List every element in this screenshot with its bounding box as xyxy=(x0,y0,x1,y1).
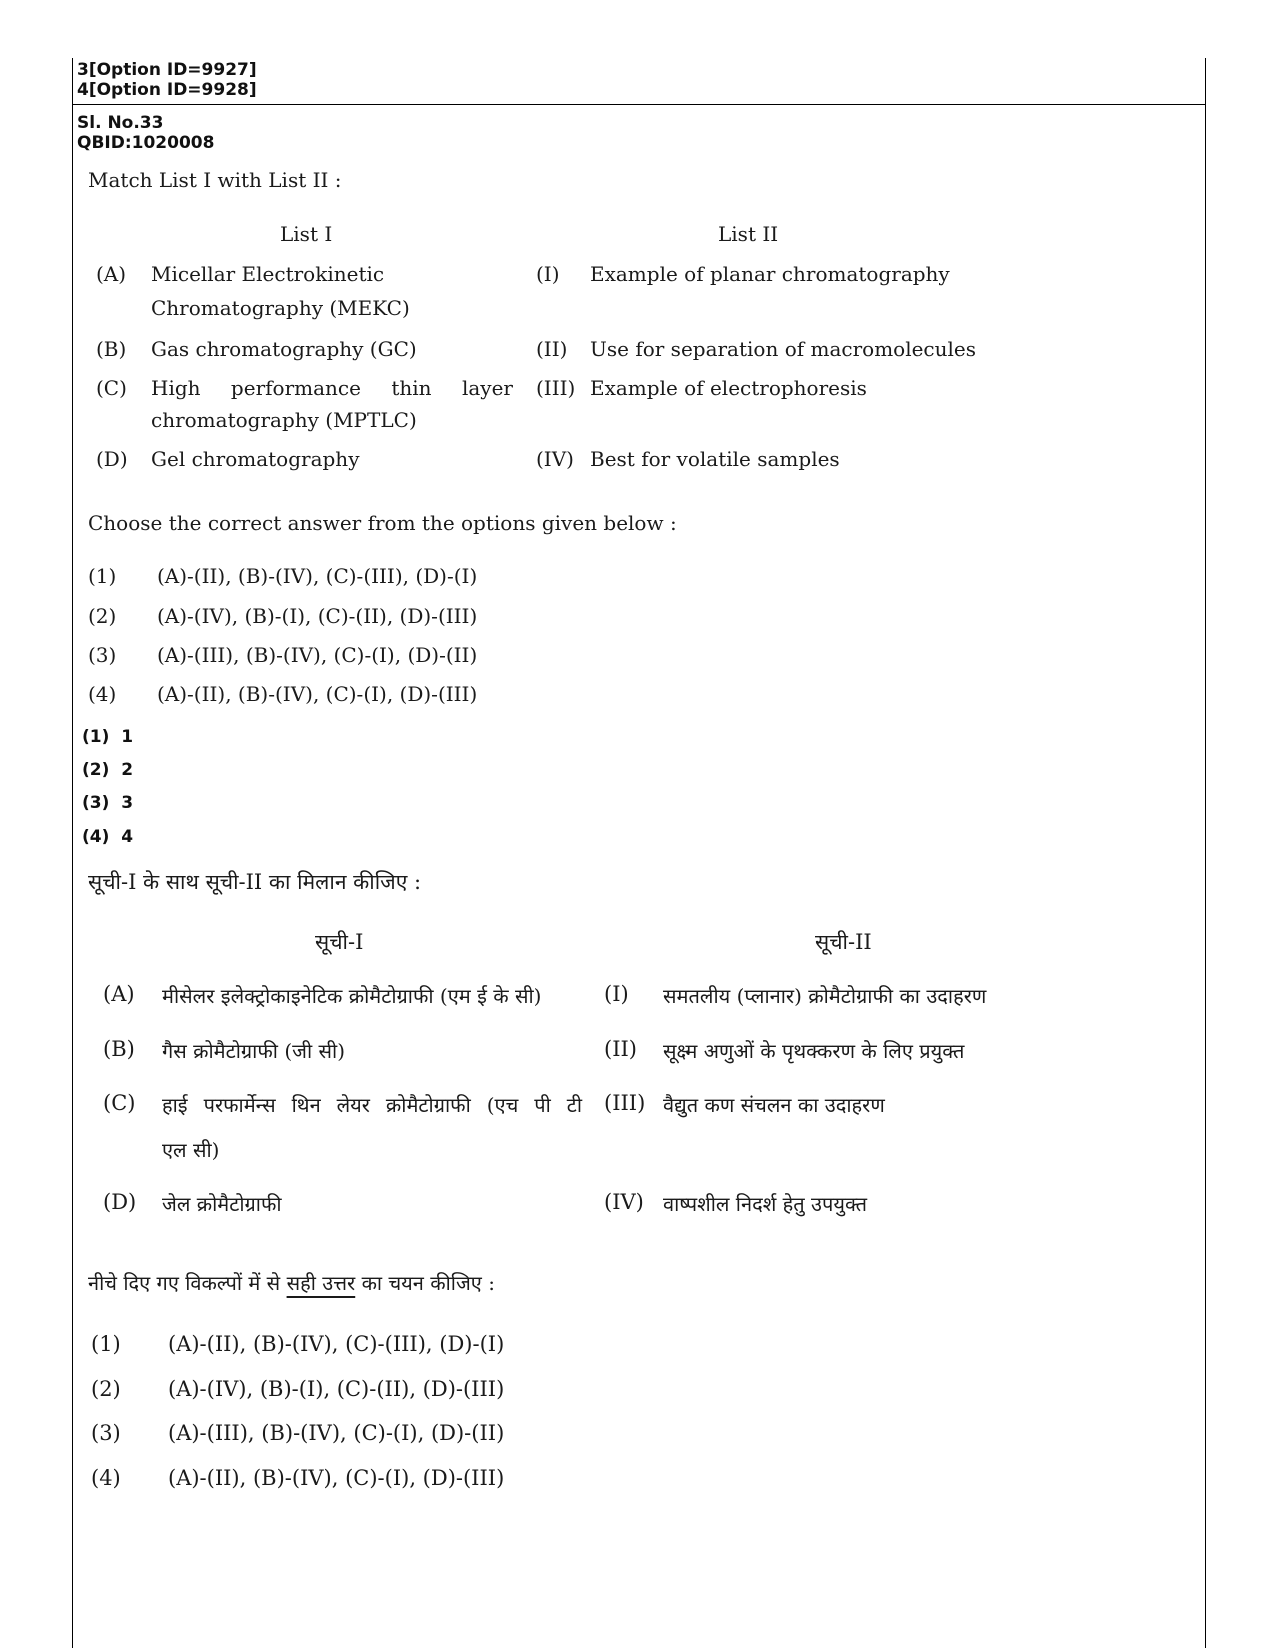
list1-key: (C) xyxy=(103,1091,136,1115)
list2-key: (IV) xyxy=(536,447,574,471)
choose-instruction: Choose the correct answer from the options given below : xyxy=(88,511,677,535)
answer-choice[interactable]: (4) 4 xyxy=(82,827,134,847)
option-number: (1) xyxy=(91,1332,121,1356)
list1-item-hindi: हाई परफार्मेन्स थिन लेयर क्रोमैटोग्राफी (एच पी टी xyxy=(162,1093,582,1117)
list1-item: chromatography (MPTLC) xyxy=(151,408,417,432)
choose-text-after: का चयन कीजिए : xyxy=(355,1271,495,1295)
list2-item: Example of planar chromatography xyxy=(590,262,950,286)
list1-item: Gas chromatography (GC) xyxy=(151,337,417,361)
list1-key: (D) xyxy=(96,447,128,471)
option-text: (A)-(IV), (B)-(I), (C)-(II), (D)-(III) xyxy=(157,604,478,628)
option-text: (A)-(II), (B)-(IV), (C)-(III), (D)-(I) xyxy=(168,1332,505,1356)
list2-key: (I) xyxy=(604,982,629,1006)
list2-heading-hindi: सूची-II xyxy=(815,930,872,954)
question-bank-id: QBID:1020008 xyxy=(77,133,215,153)
option-text: (A)-(III), (B)-(IV), (C)-(I), (D)-(II) xyxy=(168,1421,505,1445)
list1-heading: List I xyxy=(280,222,333,246)
option-id-line: 3[Option ID=9927] xyxy=(77,60,257,80)
divider xyxy=(72,104,1206,105)
option-number: (1) xyxy=(88,564,117,588)
list1-key: (D) xyxy=(103,1190,137,1214)
option-text: (A)-(II), (B)-(IV), (C)-(I), (D)-(III) xyxy=(168,1466,505,1490)
option-text: (A)-(II), (B)-(IV), (C)-(I), (D)-(III) xyxy=(157,682,478,706)
list2-key: (II) xyxy=(604,1037,637,1061)
list2-heading: List II xyxy=(718,222,779,246)
question-prompt-hindi: सूची-I के साथ सूची-II का मिलान कीजिए : xyxy=(88,870,422,894)
serial-number: Sl. No.33 xyxy=(77,113,164,133)
answer-choice[interactable]: (3) 3 xyxy=(82,793,134,813)
option-text: (A)-(II), (B)-(IV), (C)-(III), (D)-(I) xyxy=(157,564,478,588)
list2-item-hindi: वाष्पशील निदर्श हेतु उपयुक्त xyxy=(663,1192,868,1216)
list1-key: (B) xyxy=(103,1037,135,1061)
list2-key: (I) xyxy=(536,262,560,286)
list2-key: (II) xyxy=(536,337,568,361)
list2-item: Best for volatile samples xyxy=(590,447,840,471)
option-number: (2) xyxy=(91,1377,121,1401)
option-number: (3) xyxy=(88,643,117,667)
list2-item: Example of electrophoresis xyxy=(590,376,867,400)
list1-key: (B) xyxy=(96,337,127,361)
list1-item-hindi: मीसेलर इलेक्ट्रोकाइनेटिक क्रोमैटोग्राफी (एम ई के सी) xyxy=(162,984,542,1008)
list2-key: (IV) xyxy=(604,1190,644,1214)
list1-item-hindi: जेल क्रोमैटोग्राफी xyxy=(162,1192,282,1216)
answer-choice[interactable]: (2) 2 xyxy=(82,760,134,780)
list2-item-hindi: सूक्ष्म अणुओं के पृथक्करण के लिए प्रयुक्त xyxy=(663,1039,965,1063)
list1-item-hindi: गैस क्रोमैटोग्राफी (जी सी) xyxy=(162,1039,345,1063)
option-number: (4) xyxy=(88,682,117,706)
list1-item: Chromatography (MEKC) xyxy=(151,296,410,320)
list1-key: (A) xyxy=(103,982,135,1006)
option-number: (3) xyxy=(91,1421,121,1445)
list1-key: (A) xyxy=(96,262,127,286)
correct-answer-emphasis: सही उत्तर xyxy=(286,1271,356,1295)
list1-item: Gel chromatography xyxy=(151,447,360,471)
option-number: (4) xyxy=(91,1466,121,1490)
option-id-line: 4[Option ID=9928] xyxy=(77,80,257,100)
list1-item: Micellar Electrokinetic xyxy=(151,262,385,286)
option-text: (A)-(III), (B)-(IV), (C)-(I), (D)-(II) xyxy=(157,643,478,667)
option-number: (2) xyxy=(88,604,117,628)
list1-item-hindi: एल सी) xyxy=(162,1138,220,1162)
option-text: (A)-(IV), (B)-(I), (C)-(II), (D)-(III) xyxy=(168,1377,505,1401)
choose-instruction-hindi xyxy=(88,1269,495,1296)
list2-key: (III) xyxy=(604,1091,646,1115)
list2-key: (III) xyxy=(536,376,576,400)
list1-heading-hindi: सूची-I xyxy=(315,930,364,954)
answer-choice[interactable]: (1) 1 xyxy=(82,727,134,747)
list2-item: Use for separation of macromolecules xyxy=(590,337,977,361)
choose-text-before: नीचे दिए गए विकल्पों में से xyxy=(88,1271,287,1295)
list2-item-hindi: वैद्युत कण संचलन का उदाहरण xyxy=(663,1093,885,1117)
list1-item: High performance thin layer xyxy=(151,376,513,400)
list2-item-hindi: समतलीय (प्लानार) क्रोमैटोग्राफी का उदाहरण xyxy=(663,984,987,1008)
list1-key: (C) xyxy=(96,376,127,400)
question-prompt: Match List I with List II : xyxy=(88,168,342,192)
